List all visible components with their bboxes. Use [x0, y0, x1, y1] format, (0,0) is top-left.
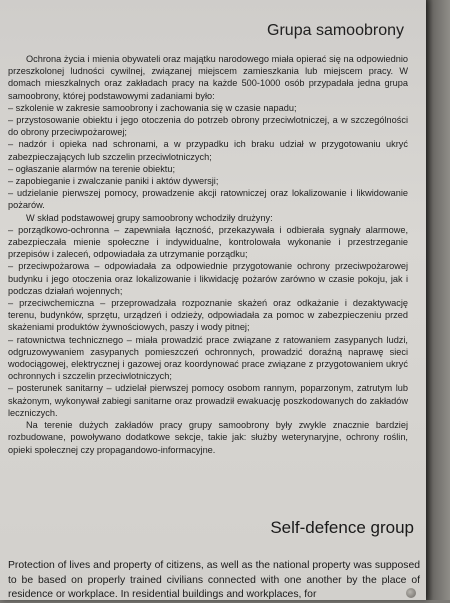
polish-squad: – porządkowo-ochronna – zapewniała łączność, przekazywała i odbierała sygnały alarmowe, zabezpieczała mienie społeczne i indywidualne, kontrolowała wykonanie i przestrzeganie przepisów i zaleceń, odpowiadała za utrzymanie porządku; [8, 224, 408, 260]
polish-title: Grupa samoobrony [267, 22, 404, 39]
polish-task: – szkolenie w zakresie samoobrony i zachowania się w czasie napadu; [8, 102, 297, 113]
english-title: Self-defence group [270, 518, 414, 537]
polish-squads-intro: W skład podstawowej grupy samoobrony wchodziły drużyny: [26, 212, 273, 223]
polish-closing: Na terenie dużych zakładów pracy grupy samoobrony były zwykle znacznie bardziej rozbudowane, powoływano dodatkowe sekcje, takie jak: służby weterynaryjne, ochrony roślin, opieki społecznej czy propagandowo-informacyjne. [8, 420, 408, 455]
polish-intro: Ochrona życia i mienia obywateli oraz majątku narodowego miała opierać się na odpowiednio przeszkolonej ludności cywilnej, związanej miejscem zamieszkania lub miejscem pracy. W domach mieszkalnych oraz zakładach pracy na każde 500-1000 osób przypadała jedna grupa samoobrony, której podstawowymi zadaniami było: [8, 54, 408, 101]
polish-task: – zapobieganie i zwalczanie paniki i aktów dywersji; [8, 176, 219, 187]
polish-squad: – przeciwchemiczna – przeprowadzała rozpoznanie skażeń oraz odkażanie i dezaktywację terenu, budynków, sprzętu, urządzeń i odzieży, odpowiadała za pomoc w zabezpieczeniu przed skażeniami produktów żywnościowych, paszy i wody pitnej; [8, 298, 408, 333]
polish-task: – nadzór i opieka nad schronami, a w przypadku ich braku udział w przygotowaniu ukryć zabezpieczających lub szczelin przeciwlotniczych; [8, 139, 408, 162]
polish-body [8, 53, 408, 456]
polish-squad: – ratownictwa technicznego – miała prowadzić prace związane z ratowaniem zasypanych ludzi, odgruzowywaniem zasypanych pomieszczeń ochronnych, prowadzić doraźną naprawę sieci wodociągowej, elektrycznej i gazowej oraz koordynować prace związane z przygotowaniem ukryć ochronnych i szczelin przeciwlotniczych; [8, 334, 408, 382]
polish-task: – udzielanie pierwszej pomocy, prowadzenie akcji ratowniczej oraz lokalizowanie i likwidowanie pożarów. [8, 188, 408, 211]
english-intro: Protection of lives and property of citizens, as well as the national property was supposed to be based on properly trained civilians connected with one another by the place of residence or workplace. In residential buildings and workplaces, for [8, 560, 420, 600]
polish-squad: – posterunek sanitarny – udzielał pierwszej pomocy osobom rannym, poparzonym, zatrutym lub skażonym, wykonywał zabiegi sanitarne oraz prowadził ewakuację poszkodowanych do zakładów leczniczych. [8, 383, 408, 418]
polish-squad: – przeciwpożarowa – odpowiadała za odpowiednie przygotowanie ochrony przeciwpożarowej budynku i jego otoczenia oraz lokalizowanie i likwidację pożarów zarówno w czasie pokoju, jak i podczas działań wojennych; [8, 261, 408, 296]
panel-edge [426, 0, 450, 600]
polish-task: – przystosowanie obiektu i jego otoczenia do potrzeb obrony przeciwlotniczej, a w szczególności do obrony przeciwpożarowej; [8, 115, 408, 138]
english-body [8, 559, 420, 603]
polish-task: – ogłaszanie alarmów na terenie obiektu; [8, 163, 176, 174]
mounting-screw [406, 588, 416, 598]
